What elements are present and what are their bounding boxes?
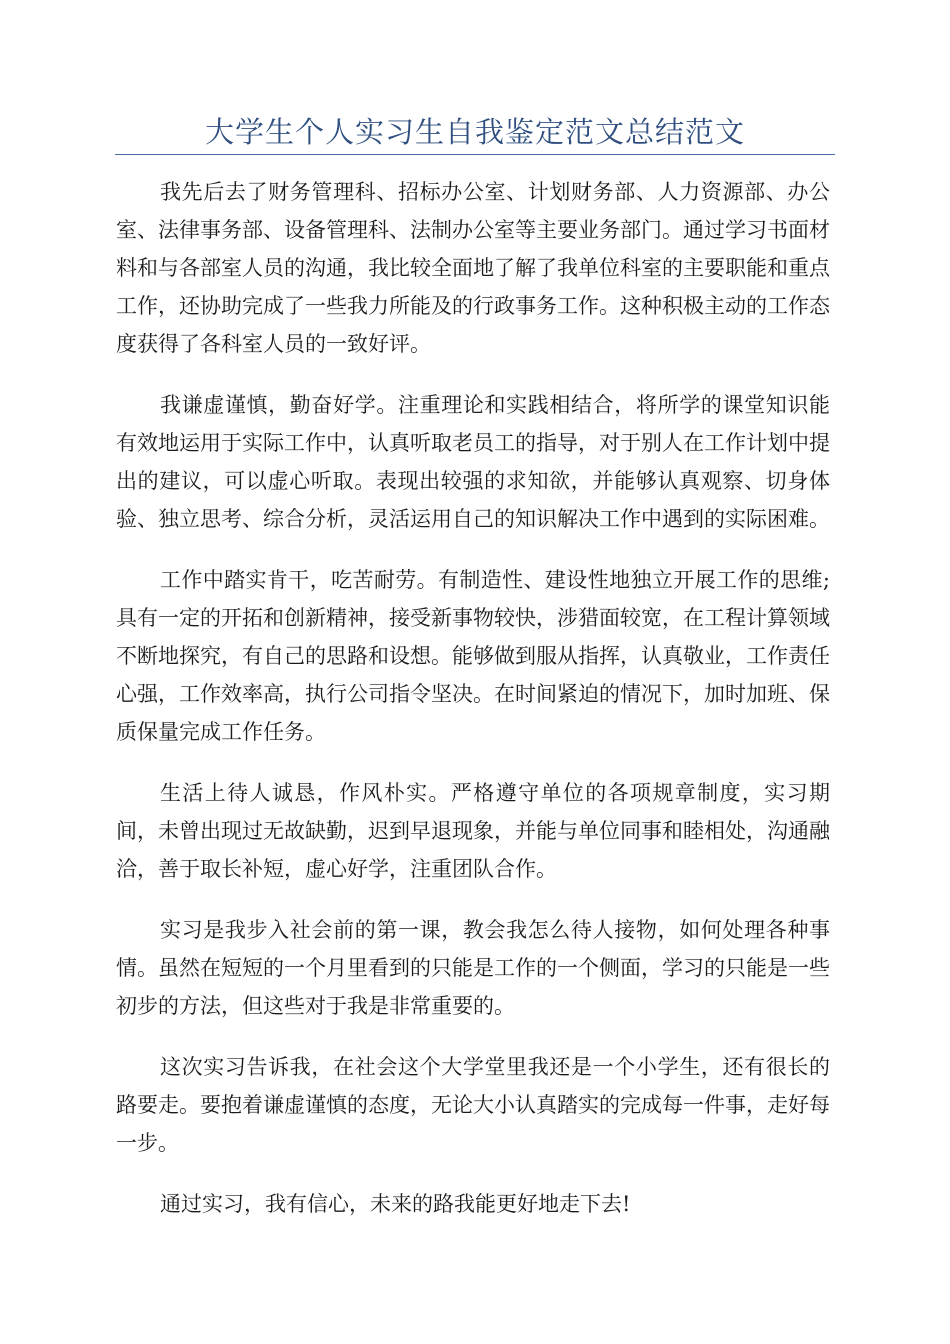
paragraph-5: 实习是我步入社会前的第一课，教会我怎么待人接物，如何处理各种事情。虽然在短短的一个月里看到的只能是工作的一个侧面，学习的只能是一些初步的方法，但这些对于我是非常重要的。 <box>116 918 830 1018</box>
paragraph-6: 这次实习告诉我，在社会这个大学堂里我还是一个小学生，还有很长的路要走。要抱着谦虚谨慎的态度，无论大小认真踏实的完成每一件事，走好每一步。 <box>116 1055 830 1155</box>
title-underline <box>115 154 835 155</box>
document-body <box>116 173 830 1246</box>
paragraph-1: 我先后去了财务管理科、招标办公室、计划财务部、人力资源部、办公室、法律事务部、设备管理科、法制办公室等主要业务部门。通过学习书面材料和与各部室人员的沟通，我比较全面地了解了我单位科室的主要职能和重点工作，还协助完成了一些我力所能及的行政事务工作。这种积极主动的工作态度获得了各科室人员的一致好评。 <box>116 180 830 356</box>
paragraph-3: 工作中踏实肯干，吃苦耐劳。有制造性、建设性地独立开展工作的思维;具有一定的开拓和创新精神，接受新事物较快，涉猎面较宽，在工程计算领域不断地探究，有自己的思路和设想。能够做到服从指挥，认真敬业，工作责任心强，工作效率高，执行公司指令坚决。在时间紧迫的情况下，加时加班、保质保量完成工作任务。 <box>116 568 830 744</box>
paragraph-2: 我谦虚谨慎，勤奋好学。注重理论和实践相结合，将所学的课堂知识能有效地运用于实际工作中，认真听取老员工的指导，对于别人在工作计划中提出的建议，可以虚心听取。表现出较强的求知欲，并能够认真观察、切身体验、独立思考、综合分析，灵活运用自己的知识解决工作中遇到的实际困难。 <box>116 393 830 531</box>
paragraph-4: 生活上待人诚恳，作风朴实。严格遵守单位的各项规章制度，实习期间，未曾出现过无故缺勤，迟到早退现象，并能与单位同事和睦相处，沟通融洽，善于取长补短，虚心好学，注重团队合作。 <box>116 781 830 881</box>
paragraph-7: 通过实习，我有信心，未来的路我能更好地走下去! <box>160 1192 631 1216</box>
page-title: 大学生个人实习生自我鉴定范文总结范文 <box>204 115 745 149</box>
